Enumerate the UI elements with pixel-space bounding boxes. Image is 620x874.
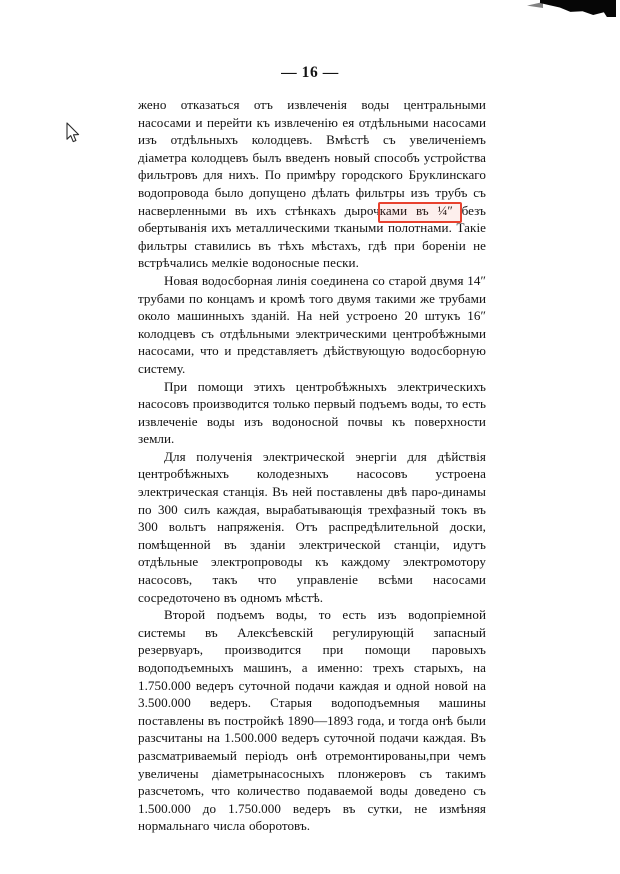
paragraph-2 — [138, 272, 486, 378]
highlighted-word-dyrochkami[interactable]: дырочками — [344, 202, 408, 218]
page-number: — 16 — — [281, 64, 339, 81]
paragraph-4 — [138, 448, 486, 606]
paragraph-5-text: Второй подъемъ воды, то есть изъ водопріемной системы въ Алексѣевскій регулирующій запасный резервуаръ, производится при помощи паровыхъ водоподъемныхъ машинъ, а именно: трехъ старыхъ, на 1.750.000 ведеръ суточной подачи каждая и одной новой на 3.500.000 ведеръ. Старыя водоподъемныя машины поставлены въ постройкѣ 1890—1893 года, и тогда онѣ были разсчитаны на 1.500.000 ведеръ суточной подачи каждая. Въ разсматриваемый періодъ онѣ отремонтированы,при чемъ увеличены діаметрынасосныхъ плонжеровъ съ такимъ разсчетомъ, что количество подаваемой воды доведено съ 1.500.000 до 1.750.000 ведеръ въ сутки, не измѣняя нормальнаго числа оборотовъ. — [138, 607, 486, 834]
paragraph-3 — [138, 378, 486, 448]
scan-artifact-blob — [540, 0, 616, 17]
mouse-cursor-icon — [66, 122, 82, 144]
paragraph-4-text: Для полученія электрической энергіи для дѣйствія центробѣжныхъ колодезныхъ насосовъ устроена электрическая станція. Въ ней поставлены двѣ паро-динамы по 300 силъ каждая, вырабатывающія трехфазный токъ въ 300 вольтъ напряженія. Отъ распредѣлительной доски, помѣщенной въ зданіи электрической станціи, идутъ отдѣльные электропроводы къ каждому электромотору насосовъ, такъ что управленіе всѣми насосами сосредоточено въ одномъ мѣстѣ. — [138, 448, 486, 605]
paragraph-1-text-before-highlight: жено отказаться отъ извлеченія воды центральными насосами и перейти къ извлеченію ея отдѣльными насосами изъ отдѣльныхъ колодцевъ. Вмѣстѣ съ увеличеніемъ діаметра колодцевъ былъ введенъ новый способъ устройства фильтровъ для нихъ. По примѣру городского Бруклинскаго водопровода было допущено дѣлать фильтры изъ трубъ съ насверленными въ ихъ стѣнкахъ — [138, 97, 486, 218]
paragraph-3-text: При помощи этихъ центробѣжныхъ электрическихъ насосовъ производится только первый подъемъ воды, то есть извлеченіе воды изъ водоносной почвы къ поверхности земли. — [138, 378, 486, 447]
paragraph-5 — [138, 606, 486, 835]
paragraph-1-text-after-highlight: въ ¼″ безъ обертыванія ихъ металлическими ткаными полотнами. Такіе фильтры ставились въ тѣхъ мѣстахъ, гдѣ при бореніи не встрѣчались мелкіе водоносные пески. — [138, 202, 487, 271]
paragraph-2-text: Новая водосборная линія соединена со старой двумя 14″ трубами по концамъ и кромѣ того двумя такими же трубами около машинныхъ зданій. На ней устроено 20 штукъ 16″ колодцевъ съ отдѣльными электрическими центробѣжными насосами, что и представляетъ дѣйствующую водосборную систему. — [138, 272, 486, 376]
document-text-column — [138, 96, 486, 835]
paragraph-1 — [138, 96, 486, 272]
